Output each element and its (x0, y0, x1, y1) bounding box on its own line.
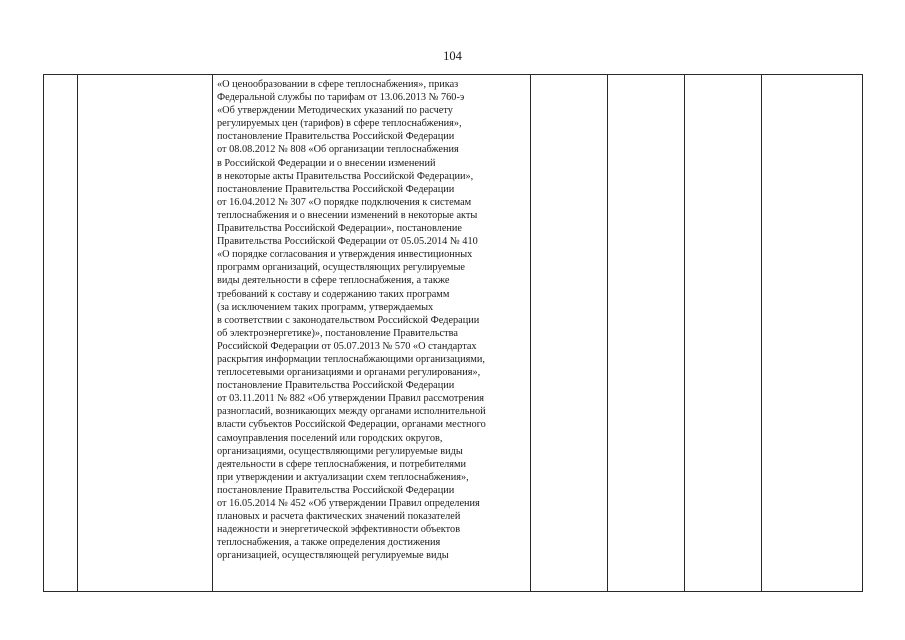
text-line: программ организаций, осуществляющих регулируемые (217, 262, 465, 274)
text-line: требований к составу и содержанию таких программ (217, 288, 450, 300)
text-line: постановление Правительства Российской Федерации (217, 131, 455, 143)
table-cell-empty (685, 75, 762, 592)
text-line: от 16.05.2014 № 452 «Об утверждении Правил определения (217, 498, 480, 509)
text-line: теплоснабжения и о внесении изменений в некоторые акты (217, 209, 478, 221)
table-cell-name (78, 75, 213, 592)
text-line: плановых и расчета фактических значений показателей (217, 511, 461, 523)
table-cell-number (44, 75, 78, 592)
table-cell-empty (531, 75, 608, 592)
text-line: раскрытия информации теплоснабжающими организациями, (217, 353, 485, 365)
text-line: теплосетевыми организациями и органами регулирования», (217, 367, 481, 379)
text-line: «О ценообразовании в сфере теплоснабжения», приказ (217, 79, 459, 90)
text-line: (за исключением таких программ, утверждаемых (217, 301, 434, 313)
text-line: в некоторые акты Правительства Российской Федерации», (217, 170, 474, 182)
text-line: Правительства Российской Федерации», постановление (217, 223, 462, 235)
text-line: в Российской Федерации и о внесении изменений (217, 157, 436, 169)
text-line: постановление Правительства Российской Федерации (217, 183, 455, 195)
text-line: регулируемых цен (тарифов) в сфере теплоснабжения», (217, 118, 462, 130)
text-line: постановление Правительства Российской Федерации (217, 380, 455, 392)
text-line: в соответствии с законодательством Российской Федерации (217, 314, 480, 326)
text-line: надежности и энергетической эффективности объектов (217, 524, 461, 536)
table-cell-empty (608, 75, 685, 592)
text-line: постановление Правительства Российской Федерации (217, 484, 455, 496)
text-line: об электроэнергетике)», постановление Правительства (217, 327, 458, 339)
table-cell-empty (762, 75, 863, 592)
text-line: организациями, осуществляющими регулируемые виды (217, 445, 463, 457)
text-line: самоуправления поселений или городских округов, (217, 432, 443, 444)
text-line: Правительства Российской Федерации от 05.05.2014 № 410 (217, 236, 478, 248)
text-line: от 03.11.2011 № 882 «Об утверждении Правил рассмотрения (217, 393, 484, 405)
text-line: деятельности в сфере теплоснабжения, и потребителями (217, 458, 467, 470)
page-number: 104 (443, 49, 462, 63)
legal-basis-text (213, 75, 530, 562)
text-line: власти субъектов Российской Федерации, органами местного (217, 419, 486, 431)
text-line: разногласий, возникающих между органами исполнительной (217, 406, 486, 418)
text-line: виды деятельности в сфере теплоснабжения, а также (217, 275, 450, 287)
document-table (43, 74, 863, 592)
text-line: «О порядке согласования и утверждения инвестиционных (217, 249, 473, 261)
text-line: «Об утверждении Методических указаний по расчету (217, 105, 453, 117)
text-line: Федеральной службы по тарифам от 13.06.2013 № 760-э (217, 92, 465, 104)
table-cell-legal-basis (213, 75, 531, 592)
text-line: от 16.04.2012 № 307 «О порядке подключения к системам (217, 196, 472, 208)
text-line: от 08.08.2012 № 808 «Об организации теплоснабжения (217, 144, 459, 156)
table-row (44, 75, 863, 592)
text-line: при утверждении и актуализации схем теплоснабжения», (217, 471, 469, 483)
text-line: теплоснабжения, а также определения достижения (217, 537, 441, 549)
text-line: Российской Федерации от 05.07.2013 № 570 «О стандартах (217, 340, 477, 352)
text-line: организацией, осуществляющей регулируемые виды (217, 550, 449, 562)
